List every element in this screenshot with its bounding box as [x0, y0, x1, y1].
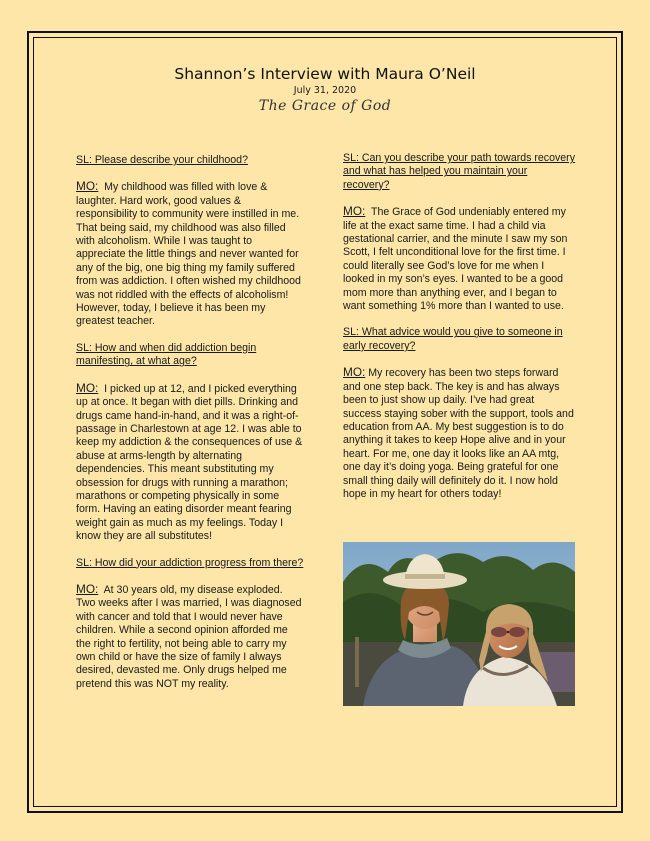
question-addiction-onset: SL: How and when did addiction begin manifesting, at what age?	[76, 341, 257, 368]
question-childhood: SL: Please describe your childhood?	[76, 154, 248, 166]
right-column	[343, 152, 575, 501]
answer-text: At 30 years old, my disease exploded. Two weeks after I was married, I was diagnosed with cancer and told that I would never have children. While a second opinion afforded me the right to fertility, not being able to carry my own child or have the size of family I always desired, devasted me. Only drugs helped me pretend this was NOT my reality.	[76, 583, 302, 690]
question-advice: SL: What advice would you give to someone in early recovery?	[343, 326, 563, 352]
interview-photo	[343, 542, 575, 706]
answer-recovery-path	[343, 205, 575, 313]
answer-label: MO:	[76, 179, 99, 194]
answer-label: MO:	[76, 581, 99, 596]
question-recovery-path: SL: Can you describe your path towards recovery and what has helped you maintain your recovery?	[343, 152, 576, 191]
answer-childhood	[76, 180, 304, 328]
question-addiction-progress: SL: How did your addiction progress from there?	[76, 556, 304, 569]
interview-date: July 31, 2020	[293, 85, 357, 96]
page-title: Shannon’s Interview with Maura O’Neil	[174, 65, 476, 83]
answer-text: I picked up at 12, and I picked everything up at once. It began with diet pills. Drinking and drugs came hand-in-hand, and it was a right-of-passage in Charlestown at age 12. I was able to keep my addiction & the consequences of use & abuse at arms-length by alternating dependencies. This meant substituting my obsession for drugs with running a marathon; marathons or competing physically in some form. Having an eating disorder meant fearing weight gain as much as my feelings. Today I know they are all substitutes!	[76, 382, 303, 543]
page-subtitle: The Grace of God	[258, 98, 392, 114]
answer-label: MO:	[343, 204, 366, 219]
answer-addiction-onset	[76, 382, 304, 544]
left-column	[76, 154, 304, 691]
answer-text: My childhood was filled with love & laughter. Hard work, good values & responsibility to community were instilled in me. That being said, my childhood was also filled with alcoholism. While I was taught to appreciate the little things and never wanted for any of the big, one big thing my family suffered from was addiction. I often wished my childhood was not riddled with the effects of alcoholism! However, today, I believe it has been my greatest teacher.	[76, 181, 301, 328]
answer-text: My recovery has been two steps forward and one step back. The key is and has always been to just show up daily. I’ve had great success staying sober with the support, tools and education from AA. My best suggestion is to do anything it takes to keep Hope alive and in your heart. For me, one day it looks like an AA mtg, one day it’s doing yoga. Being grateful for one small thing daily will definitely do it. I now hold hope in my heart for others today!	[343, 367, 574, 500]
answer-text: The Grace of God undeniably entered my life at the exact same time. I had a child via gestational carrier, and the minute I saw my son Scott, I felt unconditional love for the first time. I could literally see God’s love for me when I looked in my son’s eyes. I wanted to be a good mom more than anything ever, and I began to want something 1% more than I wanted to use.	[343, 206, 568, 313]
answer-advice	[343, 366, 575, 501]
header	[0, 64, 650, 115]
answer-label: MO:	[76, 380, 99, 395]
answer-label: MO:	[343, 365, 366, 380]
answer-addiction-progress	[76, 583, 304, 691]
